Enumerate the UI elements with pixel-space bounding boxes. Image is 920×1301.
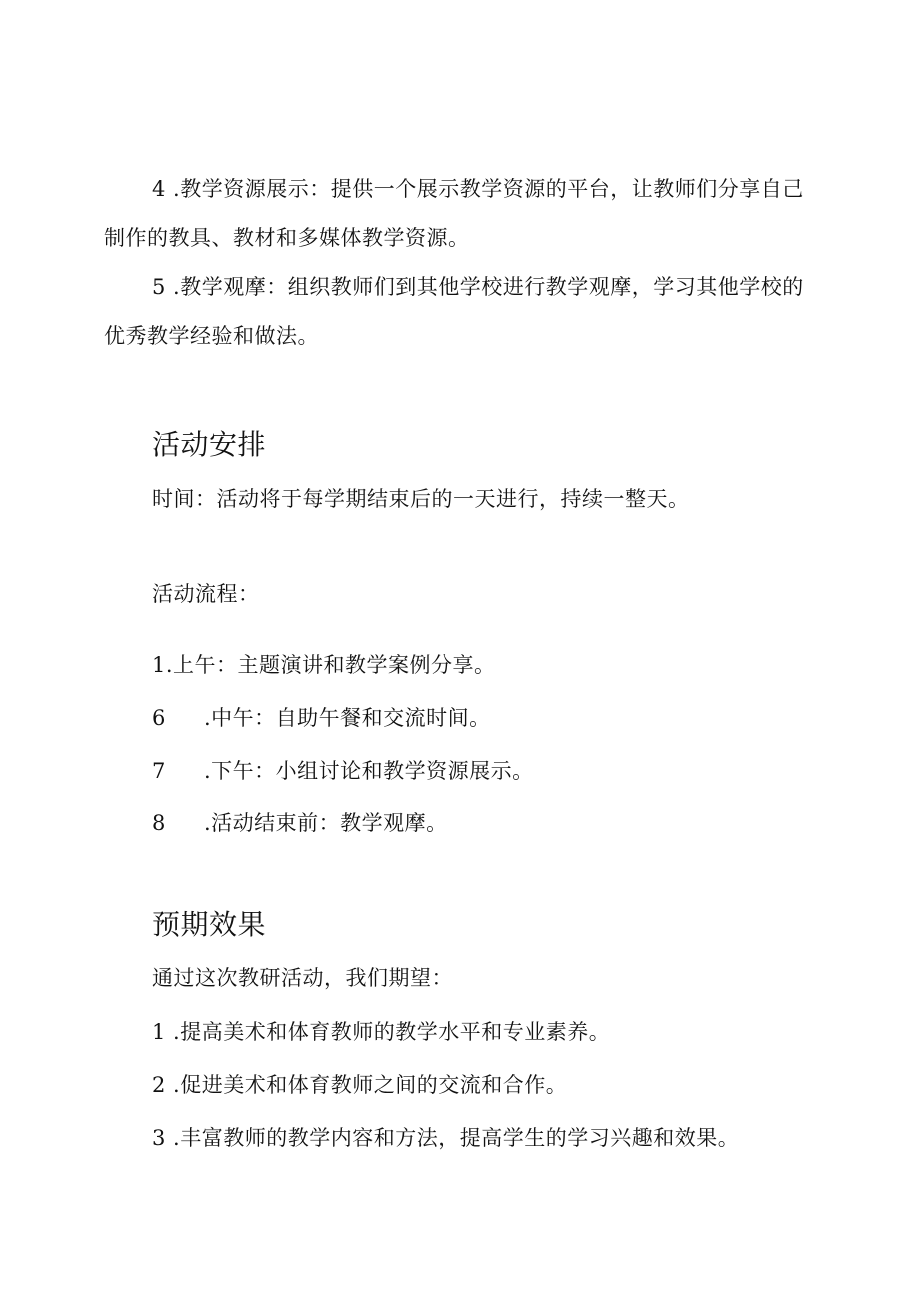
item-4-text: .教学资源展示：提供一个展示教学资源的平台，让教师们分享自己 (165, 177, 804, 201)
schedule-step-3-number: 7 (152, 759, 166, 783)
item-4-line-1 (152, 174, 804, 204)
schedule-step-3 (152, 756, 534, 786)
expected-intro: 通过这次教研活动，我们期望： (152, 966, 453, 990)
expected-item-3-text: .丰富教师的教学内容和方法，提高学生的学习兴趣和效果。 (165, 1126, 740, 1150)
item-5-number: 5 (152, 275, 166, 299)
expected-item-3 (152, 1123, 739, 1153)
item-4-number: 4 (152, 177, 166, 201)
item-5-line-2: 优秀教学经验和做法。 (104, 324, 319, 348)
expected-item-1-number: 1 (152, 1020, 166, 1044)
expected-item-1 (152, 1017, 610, 1047)
expected-item-2-number: 2 (152, 1073, 166, 1097)
expected-item-3-number: 3 (152, 1126, 166, 1150)
expected-item-2 (152, 1070, 567, 1100)
item-5-line-1 (152, 272, 804, 302)
expected-item-1-text: .提高美术和体育教师的教学水平和专业素养。 (165, 1020, 611, 1044)
schedule-step-2 (152, 703, 491, 733)
schedule-step-2-number: 6 (152, 706, 166, 730)
expected-heading: 预期效果 (152, 908, 267, 941)
expected-item-2-text: .促进美术和体育教师之间的交流和合作。 (165, 1073, 568, 1097)
item-4-line-2: 制作的教具、教材和多媒体教学资源。 (104, 226, 470, 250)
schedule-step-1-text: 上午：主题演讲和教学案例分享。 (173, 653, 496, 677)
schedule-step-2-text: .中午：自助午餐和交流时间。 (204, 706, 491, 730)
schedule-step-4 (152, 808, 448, 838)
schedule-process-label: 活动流程： (152, 582, 260, 606)
item-5-text: .教学观摩：组织教师们到其他学校进行教学观摩，学习其他学校的 (165, 275, 804, 299)
schedule-step-3-text: .下午：小组讨论和教学资源展示。 (204, 759, 534, 783)
schedule-step-1-number: 1. (152, 653, 174, 677)
schedule-step-4-number: 8 (152, 811, 166, 835)
schedule-step-4-text: .活动结束前：教学观摩。 (204, 811, 448, 835)
schedule-step-1 (152, 650, 496, 680)
schedule-heading: 活动安排 (152, 428, 267, 461)
schedule-time: 时间：活动将于每学期结束后的一天进行，持续一整天。 (152, 487, 690, 511)
